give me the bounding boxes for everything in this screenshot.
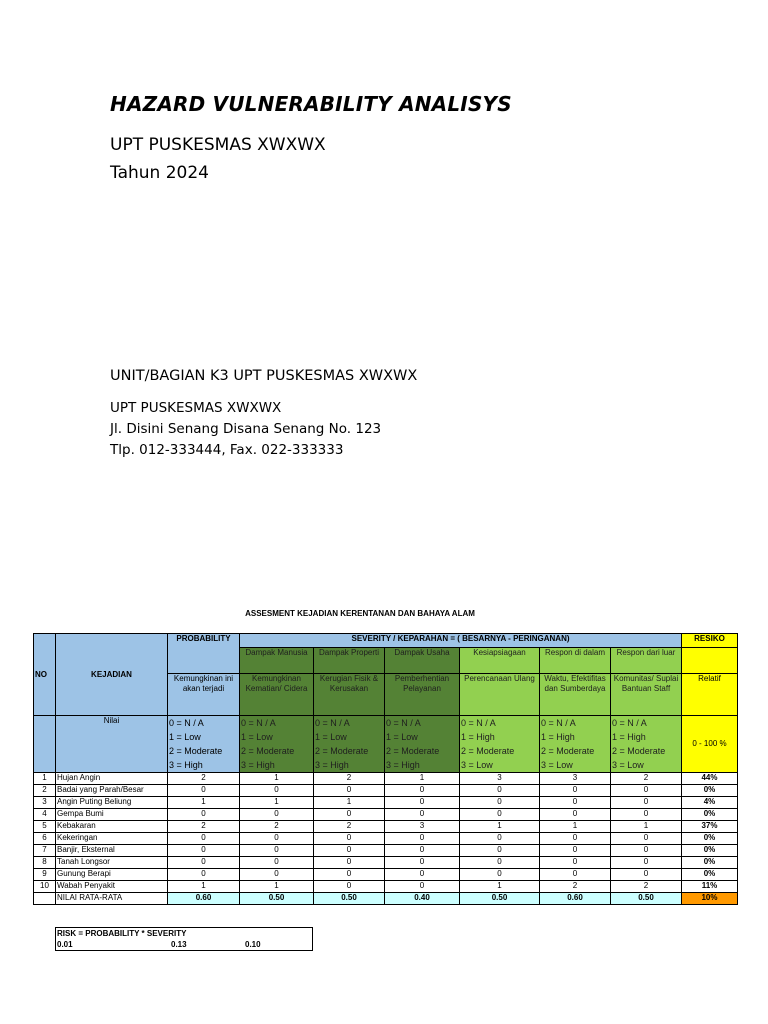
row-number: 10 [34,881,56,893]
scale-item: 2 = Moderate [461,746,515,756]
row-value: 0 [168,869,240,881]
scale-item: 0 = N / A [386,718,421,728]
row-value: 0 [168,833,240,845]
row-number: 4 [34,809,56,821]
hva-table [33,633,738,905]
row-kejadian: Banjir, Eksternal [56,845,168,857]
row-value: 0 [168,857,240,869]
resiko-scale: 0 - 100 % [682,716,738,773]
severity-title-respon-luar: Respon dari luar [611,648,682,674]
scale-item: 0 = N / A [315,718,350,728]
row-risk: 0% [682,869,738,881]
row-value: 0 [168,845,240,857]
average-label: NILAI RATA-RATA [56,893,168,905]
row-value: 3 [385,821,460,833]
average-value: 0.50 [460,893,540,905]
row-value: 2 [611,773,682,785]
severity-desc-dampak-properti: Kerugian Fisik & Kerusakan [314,674,385,716]
row-risk: 44% [682,773,738,785]
row-kejadian: Kekeringan [56,833,168,845]
row-value: 0 [460,797,540,809]
row-risk: 11% [682,881,738,893]
row-number: 1 [34,773,56,785]
scale-item: 3 = High [315,760,349,770]
row-value: 0 [385,833,460,845]
row-value: 0 [611,845,682,857]
header-probability: PROBABILITY [168,634,240,674]
severity-scale-respon-dalam [540,716,611,773]
row-kejadian: Hujan Angin [56,773,168,785]
address-line-3: Tlp. 012-333444, Fax. 022-333333 [110,442,344,458]
average-value: 0.40 [385,893,460,905]
table-caption: ASSESMENT KEJADIAN KERENTANAN DAN BAHAYA ALAM [245,609,475,618]
risk-formula-value-1: 0.01 [57,940,73,949]
row-value: 0 [314,785,385,797]
row-value: 0 [240,845,314,857]
row-kejadian: Angin Puting Beliung [56,797,168,809]
average-risk: 10% [682,893,738,905]
row-value: 0 [385,857,460,869]
row-value: 0 [168,785,240,797]
average-value: 0.50 [611,893,682,905]
severity-title-dampak-usaha: Dampak Usaha [385,648,460,674]
row-value: 0 [240,833,314,845]
row-value: 0 [314,809,385,821]
scale-item: 1 = High [461,732,495,742]
row-number: 3 [34,797,56,809]
probability-description: Kemungkinan ini akan terjadi [168,674,240,716]
table-row [34,809,738,821]
average-row [34,893,738,905]
average-value: 0.60 [168,893,240,905]
row-value: 1 [168,881,240,893]
severity-title-respon-dalam: Respon di dalam [540,648,611,674]
row-number: 2 [34,785,56,797]
row-value: 0 [540,869,611,881]
header-no: NO [34,634,56,716]
average-row-no [34,893,56,905]
table-row [34,845,738,857]
row-value: 0 [314,881,385,893]
row-number: 7 [34,845,56,857]
row-value: 0 [314,857,385,869]
probability-scale-0: 0 = N / A [169,718,204,728]
row-value: 0 [540,785,611,797]
row-value: 3 [540,773,611,785]
scale-item: 2 = Moderate [315,746,369,756]
table-row [34,821,738,833]
document-title: HAZARD VULNERABILITY ANALISYS [110,92,512,116]
severity-title-dampak-manusia: Dampak Manusia [240,648,314,674]
row-kejadian: Gunung Berapi [56,869,168,881]
nilai-label: Nilai [56,716,168,773]
severity-scale-respon-luar [611,716,682,773]
average-value: 0.50 [314,893,385,905]
probability-scale-2: 2 = Moderate [169,746,223,756]
scale-item: 3 = High [241,760,275,770]
row-value: 0 [385,797,460,809]
probability-scale [168,716,240,773]
row-kejadian: Badai yang Parah/Besar [56,785,168,797]
row-value: 0 [611,857,682,869]
row-value: 0 [240,857,314,869]
scale-item: 1 = High [541,732,575,742]
address-line-2: Jl. Disini Senang Disana Senang No. 123 [110,421,382,437]
row-value: 0 [540,833,611,845]
row-value: 2 [314,773,385,785]
scale-item: 3 = Low [612,760,644,770]
row-value: 0 [460,845,540,857]
severity-desc-kesiapsiagaan: Perencanaan Ulang [460,674,540,716]
scale-item: 0 = N / A [612,718,647,728]
row-value: 0 [611,809,682,821]
row-number: 5 [34,821,56,833]
row-value: 1 [168,797,240,809]
row-value: 0 [460,809,540,821]
document-year: Tahun 2024 [110,163,209,183]
severity-desc-dampak-usaha: Pemberhentian Pelayanan [385,674,460,716]
row-value: 1 [460,821,540,833]
scale-item: 0 = N / A [461,718,496,728]
scale-item: 1 = Low [386,732,418,742]
risk-formula-label: RISK = PROBABILITY * SEVERITY [56,928,313,940]
data-rows [34,773,738,905]
scale-item: 1 = Low [241,732,273,742]
row-number: 6 [34,833,56,845]
table-row [34,881,738,893]
row-value: 1 [540,821,611,833]
table-row [34,869,738,881]
row-value: 1 [314,797,385,809]
row-value: 0 [540,797,611,809]
risk-formula-value-3: 0.10 [245,940,261,949]
severity-scale-dampak-manusia [240,716,314,773]
row-value: 0 [385,845,460,857]
scale-item: 3 = High [386,760,420,770]
table-row [34,785,738,797]
row-value: 0 [385,785,460,797]
scale-item: 2 = Moderate [386,746,440,756]
row-number: 9 [34,869,56,881]
scale-item: 1 = Low [315,732,347,742]
row-risk: 0% [682,809,738,821]
row-value: 2 [314,821,385,833]
unit-name: UNIT/BAGIAN K3 UPT PUSKESMAS XWXWX [110,368,418,384]
severity-title-kesiapsiagaan: Kesiapsiagaan [460,648,540,674]
risk-formula-box [55,927,313,951]
row-risk: 37% [682,821,738,833]
table-row [34,797,738,809]
row-value: 0 [240,809,314,821]
probability-scale-1: 1 = Low [169,732,201,742]
organization-name: UPT PUSKESMAS XWXWX [110,135,326,155]
row-value: 3 [460,773,540,785]
address-line-1: UPT PUSKESMAS XWXWX [110,400,282,416]
row-value: 0 [460,833,540,845]
row-value: 0 [385,881,460,893]
row-value: 0 [540,845,611,857]
average-value: 0.50 [240,893,314,905]
row-risk: 0% [682,833,738,845]
row-number: 8 [34,857,56,869]
row-value: 0 [168,809,240,821]
resiko-description: Relatif [682,674,738,716]
severity-desc-respon-dalam: Waktu, Efektifitas dan Sumberdaya [540,674,611,716]
table-row [34,833,738,845]
row-kejadian: Gempa Bumi [56,809,168,821]
row-value: 0 [611,833,682,845]
row-value: 0 [240,785,314,797]
row-value: 0 [385,809,460,821]
risk-formula-value-2: 0.13 [171,940,187,949]
row-value: 2 [540,881,611,893]
scale-item: 1 = High [612,732,646,742]
header-resiko: RESIKO [682,634,738,648]
header-severity: SEVERITY / KEPARAHAN = ( BESARNYA - PERINGANAN) [240,634,682,648]
row-value: 0 [611,785,682,797]
row-value: 0 [540,809,611,821]
table-row [34,857,738,869]
scale-item: 3 = Low [461,760,493,770]
row-value: 2 [168,773,240,785]
severity-scale-dampak-properti [314,716,385,773]
row-value: 1 [611,821,682,833]
scale-item: 3 = Low [541,760,573,770]
row-risk: 0% [682,857,738,869]
row-value: 2 [168,821,240,833]
row-value: 0 [460,857,540,869]
scale-item: 2 = Moderate [241,746,295,756]
row-value: 1 [460,881,540,893]
row-risk: 4% [682,797,738,809]
row-value: 0 [314,869,385,881]
severity-desc-dampak-manusia: Kemungkinan Kematian/ Cidera [240,674,314,716]
row-value: 0 [460,785,540,797]
row-value: 0 [314,845,385,857]
row-value: 0 [314,833,385,845]
row-kejadian: Kebakaran [56,821,168,833]
table-row [34,773,738,785]
header-kejadian: KEJADIAN [56,634,168,716]
row-value: 0 [611,869,682,881]
severity-title-dampak-properti: Dampak Properti [314,648,385,674]
scale-item: 2 = Moderate [541,746,595,756]
row-kejadian: Tanah Longsor [56,857,168,869]
probability-scale-3: 3 = High [169,760,203,770]
row-value: 0 [611,797,682,809]
severity-scale-kesiapsiagaan [460,716,540,773]
row-risk: 0% [682,785,738,797]
row-value: 2 [611,881,682,893]
scale-item: 0 = N / A [241,718,276,728]
scale-item: 2 = Moderate [612,746,666,756]
row-value: 1 [385,773,460,785]
row-value: 0 [240,869,314,881]
row-value: 0 [540,857,611,869]
row-value: 0 [385,869,460,881]
average-value: 0.60 [540,893,611,905]
row-value: 0 [460,869,540,881]
row-value: 1 [240,773,314,785]
severity-desc-respon-luar: Komunitas/ Suplai Bantuan Staff [611,674,682,716]
row-value: 1 [240,797,314,809]
row-value: 1 [240,881,314,893]
row-risk: 0% [682,845,738,857]
severity-scale-dampak-usaha [385,716,460,773]
scale-item: 0 = N / A [541,718,576,728]
row-kejadian: Wabah Penyakit [56,881,168,893]
row-value: 2 [240,821,314,833]
